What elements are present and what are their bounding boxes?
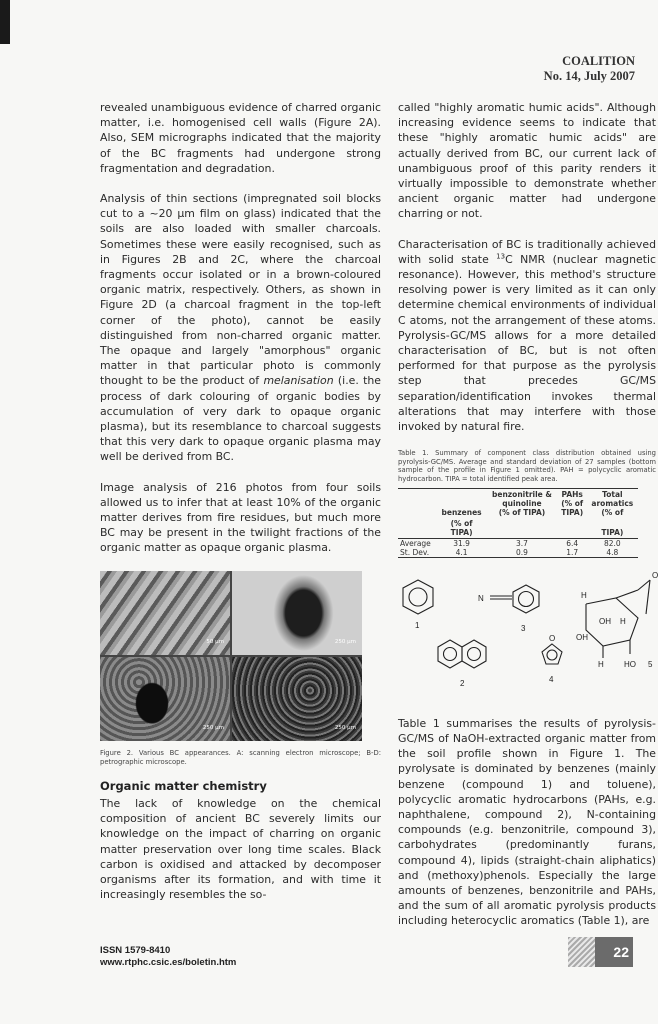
scale-bar-d: 250 µm xyxy=(334,725,356,732)
compound-label-5: 5 xyxy=(648,659,653,669)
table-1 xyxy=(398,488,638,558)
right-paragraph-2-end: C NMR (nuclear magnetic resonance). However, this method's structure resolving power is very limited as it can only determine chemical environments of individual C atoms, not the arrangement of these atoms. Pyrolysis-GC/MS allows for a more detailed characterisation of BC, but is not often performed for that purpose as the pyrolysis step that precedes GC/MS separation/identification invokes thermal alterations that may interfere with those invoked by natural fire. xyxy=(398,252,656,434)
table-header-benzenes-unit: (% of TIPA) xyxy=(437,518,486,539)
figure-2-caption: Figure 2. Various BC appearances. A: scanning electron microscope; B-D: petrographic microscope. xyxy=(100,748,381,766)
naphthalene-structure xyxy=(438,640,486,668)
section-heading: Organic matter chemistry xyxy=(100,778,267,793)
compound-label-4: 4 xyxy=(549,674,554,684)
table-header-spacer-1 xyxy=(486,518,557,539)
compound-label-2: 2 xyxy=(460,678,465,688)
table-header-spacer-2 xyxy=(558,518,587,539)
table-header-total-aromatics: Total aromatics (% of xyxy=(587,488,638,518)
chemical-structures xyxy=(398,568,658,700)
left-paragraph-2-start: Analysis of thin sections (impregnated soil blocks cut to a ~20 µm film on glass) indicated that the soils are also loaded with smaller charcoals. Sometimes these were easily recognised, such as in Figures 2B and 2C, where the charcoal fragments occur isolated or in a brown-coloured organic matrix, respectively. Others, as shown in Figure 2D (a charcoal fragment in the top-left corner of the photo), cannot be easily distinguished from non-charred organic matter. The opaque and largely "amorphous" organic matter in that particular photo is commonly thought to be the product of xyxy=(100,192,381,388)
table-header-pahs: PAHs (% of TIPA) xyxy=(558,488,587,518)
table-header-total-unit: TIPA) xyxy=(587,518,638,539)
journal-url: www.rtphc.csic.es/boletin.htm xyxy=(100,957,237,968)
h-atom-bottom: H xyxy=(598,659,604,669)
micrograph-panel-b xyxy=(232,571,362,655)
page-number: 22 xyxy=(595,937,633,967)
table-corner xyxy=(398,488,437,518)
scale-bar-b: 250 µm xyxy=(334,639,356,646)
left-paragraph-3: Image analysis of 216 photos from four soils allowed us to infer that at least 10% of the organic matter derives from fire residues, but much more BC may be present in the twilight fractions of the organic matter as opaque organic plasma. xyxy=(100,480,381,555)
table-cell: 4.1 xyxy=(437,548,486,558)
compound-label-3: 3 xyxy=(521,623,526,633)
journal-title: COALITION xyxy=(562,54,635,68)
table-cell: 1.7 xyxy=(558,548,587,558)
row-label: Average xyxy=(400,538,431,548)
figure-2-micrographs xyxy=(100,571,362,741)
h-atom-top: H xyxy=(581,590,587,600)
right-paragraph-1: called "highly aromatic humic acids". Although increasing evidence seems to indicate that these "highly aromatic humic acids" are actually derived from BC, our current lack of unambiguous proof of this parity renders it virtually impossible to demonstrate whether ancient organic matter had undergone charring or not. xyxy=(398,101,656,221)
row-label: St. Dev. xyxy=(398,548,437,558)
table-cell: 82.0 xyxy=(604,538,621,548)
page-edge-mark xyxy=(0,0,10,44)
footer xyxy=(100,945,236,969)
scale-bar-a: 50 µm xyxy=(206,639,224,646)
table-cell: 3.7 xyxy=(515,538,528,548)
table-row-average xyxy=(398,538,638,548)
table-cell: 0.9 xyxy=(486,548,557,558)
table-1-caption: Table 1. Summary of component class distribution obtained using pyrolysis-GC/MS. Average and standard deviation of 27 samples (bottom sample of the profile in Figure 1 omitted). PAH = polycyclic aromatic hydrocarbon. TIPA = total identified peak area. xyxy=(398,449,656,484)
oh-group-2: OH xyxy=(576,632,588,642)
journal-header xyxy=(544,54,635,84)
h-atom-mid: H xyxy=(620,616,626,626)
table-cell: 4.8 xyxy=(587,548,638,558)
table-header-benzonitrile: benzonitrile & quinoline (% of TIPA) xyxy=(486,488,557,518)
journal-issue: No. 14, July 2007 xyxy=(543,69,635,83)
table-header-benzenes: benzenes xyxy=(437,488,486,518)
furan-o-atom: O xyxy=(549,633,556,643)
page-number-hatch xyxy=(568,937,595,967)
left-paragraph-2 xyxy=(100,191,381,465)
right-paragraph-3: Table 1 summarises the results of pyrolysis-GC/MS of NaOH-extracted organic matter from the soil profile shown in Figure 1. The pyrolysate is dominated by benzenes (mainly benzene (compound 1) and toluene), polycyclic aromatic hydrocarbons (PAHs, e.g. naphthalene, compound 2), N-containing compounds (e.g. benzonitrile, compound 3), carbohydrates (predominantly furans, compound 4), lipids (straight-chain aliphatics) and (methoxy)phenols. Especially the large amounts of benzenes, benzonitrile and PAHs, and the sum of all aromatic pyrolysis products including heterocyclic aromatics (Table 1), are xyxy=(398,716,656,928)
left-paragraph-1: revealed unambiguous evidence of charred organic matter, i.e. homogenised cell walls (Figure 2A). Also, SEM micrographs indicated that the majority of the BC fragments had undergone strong fragmentation and degradation. xyxy=(100,101,381,175)
table-row-stdev xyxy=(398,548,638,558)
benzonitrile-structure xyxy=(490,585,539,613)
bridge-o-atom: O xyxy=(652,570,658,580)
nitrile-n-atom: N xyxy=(478,593,484,603)
right-paragraph-2-start: Characterisation of BC is traditionally achieved with solid state xyxy=(398,237,656,266)
micrograph-panel-d xyxy=(232,657,362,741)
left-column xyxy=(100,100,381,917)
levoglucosan-structure xyxy=(586,580,650,658)
scale-bar-c: 250 µm xyxy=(202,725,224,732)
left-paragraph-2-end: (i.e. the process of dark colouring of organic bodies by accumulation of very dark to opaque organic plasma), but its resemblance to charcoal suggests that this very dark to opaque organic plasma may well be derived from BC. xyxy=(100,374,381,464)
issn: ISSN 1579-8410 xyxy=(100,945,171,956)
compound-label-1: 1 xyxy=(415,620,420,630)
benzene-structure xyxy=(403,580,433,614)
table-cell: 31.9 xyxy=(453,538,470,548)
isotope-superscript: 13 xyxy=(496,252,506,261)
furan-structure xyxy=(542,644,562,664)
right-column xyxy=(398,100,656,944)
left-paragraph-4: The lack of knowledge on the chemical composition of ancient BC severely limits our knowledge on the impact of charring on organic matter preservation over long time scales. Black carbon is oxidised and attacked by decomposer organisms after its formation, and with time it increasingly resembles the so- xyxy=(100,796,381,902)
micrograph-panel-c xyxy=(100,657,230,741)
melanisation-term: melanisation xyxy=(263,374,334,388)
oh-group-1: OH xyxy=(599,616,611,626)
table-corner-2 xyxy=(398,518,437,539)
micrograph-panel-a xyxy=(100,571,230,655)
right-paragraph-2 xyxy=(398,237,656,435)
ho-group: HO xyxy=(624,659,636,669)
table-cell: 6.4 xyxy=(566,538,579,548)
